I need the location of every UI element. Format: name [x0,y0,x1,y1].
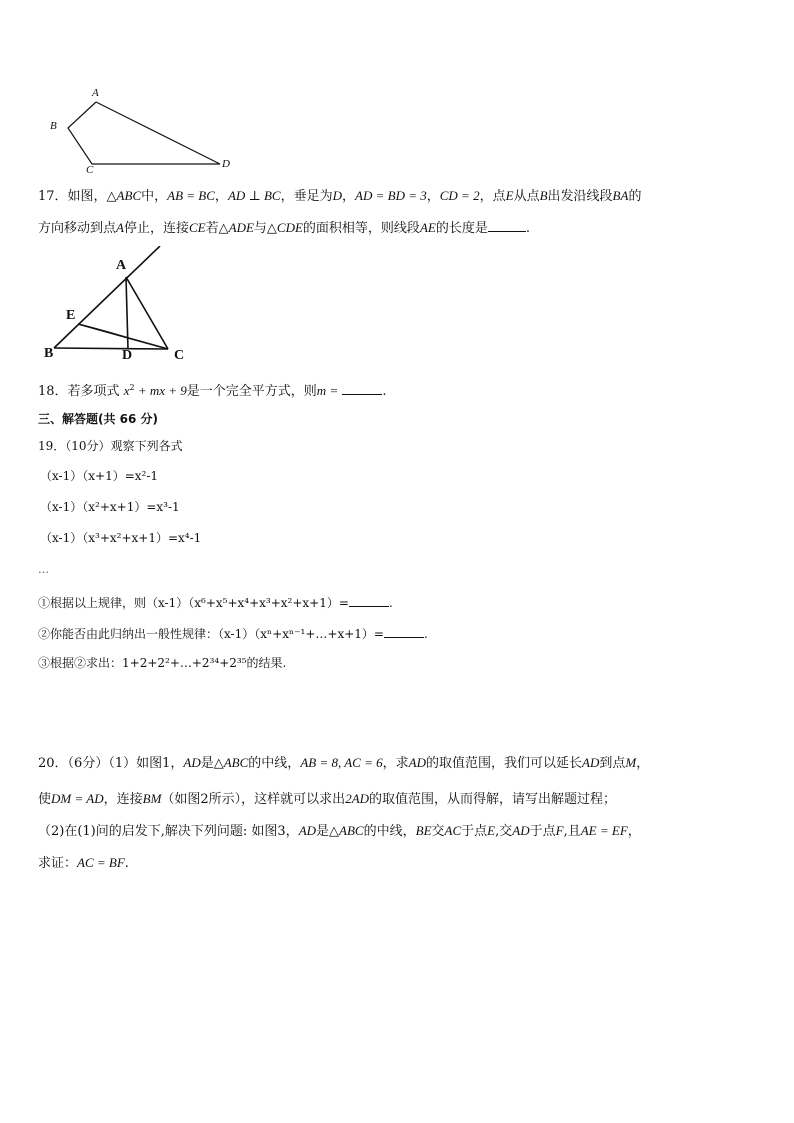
q19-number: 19． [38,439,66,453]
q17-text: 如图， [67,189,107,204]
q20-ad: AD [512,823,530,838]
q20-text: 的取值范围，从而得解，请写出解题过程； [369,792,617,807]
q17-text: ， [214,189,228,204]
q18-text: 若多项式 [67,384,120,399]
q18-m: m [316,383,327,398]
q20-text: ，连接 [103,792,143,807]
q19-eq3: （x-1）（x³+x²+x+1）=x⁴-1 [40,531,202,545]
q17-text: 方向移动到点 [38,221,117,236]
q18-poly-rest: + mx + 9 [134,383,187,398]
q20-bm: BM [142,791,162,806]
q20-text: 是 [200,756,214,771]
q20-text: 于点 [461,824,488,839]
q20-text: ,且 [563,824,581,839]
q17-perp: AD ⊥ BC [227,188,281,203]
q20-score: （6分） [67,756,109,771]
q17-text: 出发沿线段 [547,189,613,204]
q19-intro: 观察下列各式 [110,439,183,453]
q19-part1-text: ①根据以上规律，则（x-1）（x⁶+x⁵+x⁴+x³+x²+x+1）= [38,596,349,610]
q17-ba: BA [612,188,629,203]
q19-part2 [38,625,428,642]
q20-text: . [124,856,129,871]
q17-ae: AE [419,220,436,235]
q20-eq-dm: DM = AD [51,791,104,806]
label-d: D [222,158,230,170]
q20-text: ，求 [382,756,409,771]
q20-text: 于点 [529,824,556,839]
line-ac [126,277,168,349]
label-b: B [50,120,57,132]
q19-part2-blank[interactable] [384,625,424,638]
q19-part1-end: . [388,596,393,610]
label-c: C [86,164,94,176]
q20-number: 20． [38,756,68,771]
q17-text: 的长度是 [435,221,488,236]
q17-text: . [525,221,530,236]
q18-eq: = [326,383,339,398]
q20-be: BE [415,823,432,838]
q17-number: 17． [38,189,68,204]
q18-answer-blank[interactable] [342,382,382,395]
q20-text: 的取值范围，我们可以延长 [425,756,582,771]
q17-text: 若 [205,221,219,236]
q18-line [38,382,387,400]
q20-ad: AD [298,823,317,838]
label-b: B [44,346,54,361]
line-bc [54,348,168,349]
q20-e: E [487,823,496,838]
q19-score: （10分） [65,439,111,453]
q20-eq-ae: AE = EF [580,823,628,838]
q19-part2-text: ②你能否由此归纳出一般性规律：（x-1）（xⁿ+xⁿ⁻¹+…+x+1）= [38,627,384,641]
q18-number: 18． [38,384,68,399]
q19-part2-end: . [424,627,428,641]
figure-16 [40,86,240,178]
q18-text: 是一个完全平方式，则 [186,384,317,399]
q20-text: ， [636,756,650,771]
q19-part3: ③根据②求出：1+2+2²+…+2³⁴+2³⁵的结果. [38,656,287,670]
q20-line4 [38,855,129,872]
q20-text: ,交 [495,824,513,839]
q17-text: 的 [628,189,642,204]
q17-text: 停止，连接 [123,221,189,236]
q20-ad: AD [183,755,201,770]
q20-text: （如图2所示），这样就可以求出 [161,792,346,807]
q20-text: 的中线， [363,824,416,839]
q20-text: 的中线， [248,756,301,771]
q18-poly-exp: 2 [129,383,135,392]
q20-line1 [38,755,649,772]
q17-eq3: CD = 2 [439,188,480,203]
q17-a: A [116,220,124,235]
q20-line3 [38,823,641,840]
q17-eq1: AB = BC [167,188,215,203]
q17-tri-cde: △CDE [266,220,303,235]
label-d: D [122,348,133,363]
label-c: C [174,348,185,363]
q17-d: D [332,188,343,203]
q20-f: F [555,823,564,838]
q18-text: . [382,384,387,399]
q20-text: 使 [38,792,52,807]
section-heading: 三、解答题(共 66 分) [38,412,159,426]
q20-text: （2)在(1)问的启发下,解决下列问题: 如图3， [38,824,299,839]
q20-two-ad: 2AD [345,791,370,806]
q19-part1 [38,594,393,611]
q20-eq-ac: AC = BF [77,855,125,870]
q19-ellipsis: … [38,563,49,576]
q17-text: ， [342,189,356,204]
q20-text: ， [627,824,641,839]
q17-line2 [38,219,530,237]
figure-16-drawing [40,86,240,178]
quadrilateral-outline [68,102,220,164]
label-a: A [116,258,127,273]
q20-text: 是 [316,824,330,839]
q19-header [38,438,183,454]
q20-tri-abc: △ABC [329,823,364,838]
q19-eq1: （x-1）（x+1）=x²-1 [40,469,159,483]
q17-text: 中， [141,189,168,204]
q20-ad: AD [408,755,426,770]
label-a: A [92,87,99,99]
q19-part1-blank[interactable] [349,594,389,607]
figure-17 [40,246,200,370]
label-e: E [66,308,76,323]
q17-tri-abc: △ABC [106,188,142,203]
q18-poly-x: x [123,383,130,398]
q20-ad: AD [582,755,600,770]
q17-line1 [38,188,641,205]
line-ed [78,324,128,338]
q17-text: ，点 [479,189,506,204]
q17-text: 从点 [513,189,540,204]
q17-text: ， [426,189,440,204]
q17-ce: CE [188,220,206,235]
q20-text: 交 [431,824,445,839]
q20-text: 到点 [599,756,626,771]
q19-eq2: （x-1）（x²+x+1）=x³-1 [40,500,180,514]
q20-text: 求证： [38,856,78,871]
q17-b: B [539,188,548,203]
q20-line2 [38,791,616,808]
q20-text: （1）如图1， [108,756,184,771]
q17-answer-blank[interactable] [488,219,526,232]
q17-text: ，垂足为 [280,189,333,204]
q17-text: 与 [253,221,267,236]
q17-e: E [505,188,514,203]
q17-eq2: AD = BD = 3 [355,188,427,203]
q17-tri-ade: △ADE [218,220,254,235]
q17-text: 的面积相等，则线段 [302,221,420,236]
q20-ac: AC [444,823,462,838]
q20-m: M [625,755,637,770]
q20-tri-abc: △ABC [213,755,249,770]
q20-eqs: AB = 8, AC = 6 [300,755,383,770]
